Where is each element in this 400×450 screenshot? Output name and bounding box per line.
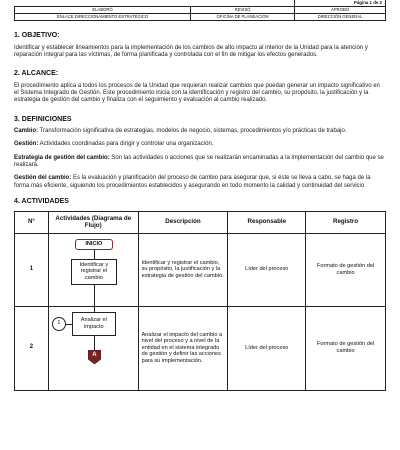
flow-process-box: Identificar y registrar el cambio [71, 259, 117, 285]
flow-cell [48, 306, 138, 390]
section-title-alcance: 2. ALCANCE: [14, 70, 59, 78]
flow-arrow-line [94, 250, 95, 259]
flow-cell [48, 233, 138, 306]
table-row [15, 306, 386, 390]
table-row [15, 233, 386, 306]
section-title-actividades: 4. ACTIVIDADES [14, 198, 69, 206]
definition-text: Son las actividades o acciones que se realizarán encaminadas a la implementación del cambio que se realizará. [14, 154, 384, 169]
header-role-elaboro: ELABORÓ [15, 7, 191, 14]
column-header-descripcion: Descripción [138, 211, 228, 233]
flow-process-box: Analizar el impacto [72, 312, 116, 336]
definition-text: Es la evaluación y planificación del proceso de cambio para asegurar que, si éste se lleva a cabo, se haga de la forma más eficiente, siguiendo los procedimientos establecidos y asegurando en todo momento la calidad y continuidad del servicio [14, 175, 371, 189]
section-title-objetivo: 1. OBJETIVO: [14, 32, 60, 39]
flow-offpage-reference: 1 [52, 317, 66, 331]
definition-term: Gestión del cambio: [14, 175, 72, 182]
flow-start-terminal: INICIO [75, 239, 113, 250]
section-title-definiciones: 3. DEFINICIONES [14, 115, 72, 123]
header-role-aprobo: APROBÓ [295, 7, 386, 14]
row-number: 1 [15, 233, 49, 306]
definition-text: Actividades coordinadas para dirigir y controlar una organización. [38, 141, 214, 148]
row-responsable: Líder del proceso [228, 306, 306, 390]
flow-offpage-connector [88, 350, 101, 364]
definition-gestion [14, 141, 386, 148]
flow-arrow-line [94, 336, 95, 350]
header-value-elaboro: ENLACE DIRECCIONAMIENTO ESTRATÉGICO [15, 14, 191, 21]
definition-term: Gestión: [14, 141, 39, 148]
row-registro: Formato de gestión del cambio [306, 233, 386, 306]
row-descripcion: Identificar y registrar el cambio, su propósito, la justificación y la estrategia de gestión del cambio. [138, 233, 228, 306]
column-header-registro: Registro [306, 211, 386, 233]
header-value-reviso: OFICINA DE PLANEACIÓN [191, 14, 295, 21]
row-descripcion: Analizar el impacto del cambio a nivel del proceso y a nivel de la entidad en el sistema integrado de gestión y definir las acciones para su implementación. [138, 306, 228, 390]
definition-gestion-cambio [14, 175, 386, 190]
row-number: 2 [15, 306, 49, 390]
flow-arrow-line [94, 285, 95, 306]
column-header-actividades: Actividades (Diagrama de Flujo) [48, 211, 138, 233]
page-number: Página 1 de 2 [295, 0, 386, 7]
column-header-responsable: Responsable [228, 211, 306, 233]
activities-table [14, 211, 386, 391]
section-text-alcance: El procedimiento aplica a todos los procesos de la Unidad que requieran realizar cambios que puedan generar un impacto significativo en el Sistema Integrado de Gestión. Este procedimiento inicia con la identificación y registro del cambio, su propósito, la justificación y la estrategia de gestión del cambio y finaliza con el seguimiento y evaluación al cambio realizado. [14, 82, 380, 104]
row-registro: Formato de gestión del cambio [306, 306, 386, 390]
definition-term: Cambio: [14, 128, 38, 135]
section-text-objetivo: Identificar y establecer lineamientos para la implementación de los cambios de alto impacto al interior de la Unidad para la atención y reparación integral para las víctimas, de forma planificada y controlada con el fin de mitigar los efectos generados. [14, 44, 368, 58]
definition-text: Transformación significativa de estrategias, modelos de negocio, sistemas, procedimientos y/o prácticas de trabajo. [38, 128, 347, 135]
column-header-num: N° [15, 211, 49, 233]
definition-cambio [14, 128, 386, 135]
definition-term: Estrategia de gestión del cambio: [14, 154, 110, 161]
document-header-table [14, 0, 386, 21]
row-responsable: Líder del proceso [228, 233, 306, 306]
header-role-reviso: REVISÓ [191, 7, 295, 14]
table-header-row [15, 211, 386, 233]
connector-label: A [92, 351, 97, 358]
header-value-aprobo: DIRECCIÓN GENERAL [295, 14, 386, 21]
definition-estrategia [14, 155, 386, 170]
